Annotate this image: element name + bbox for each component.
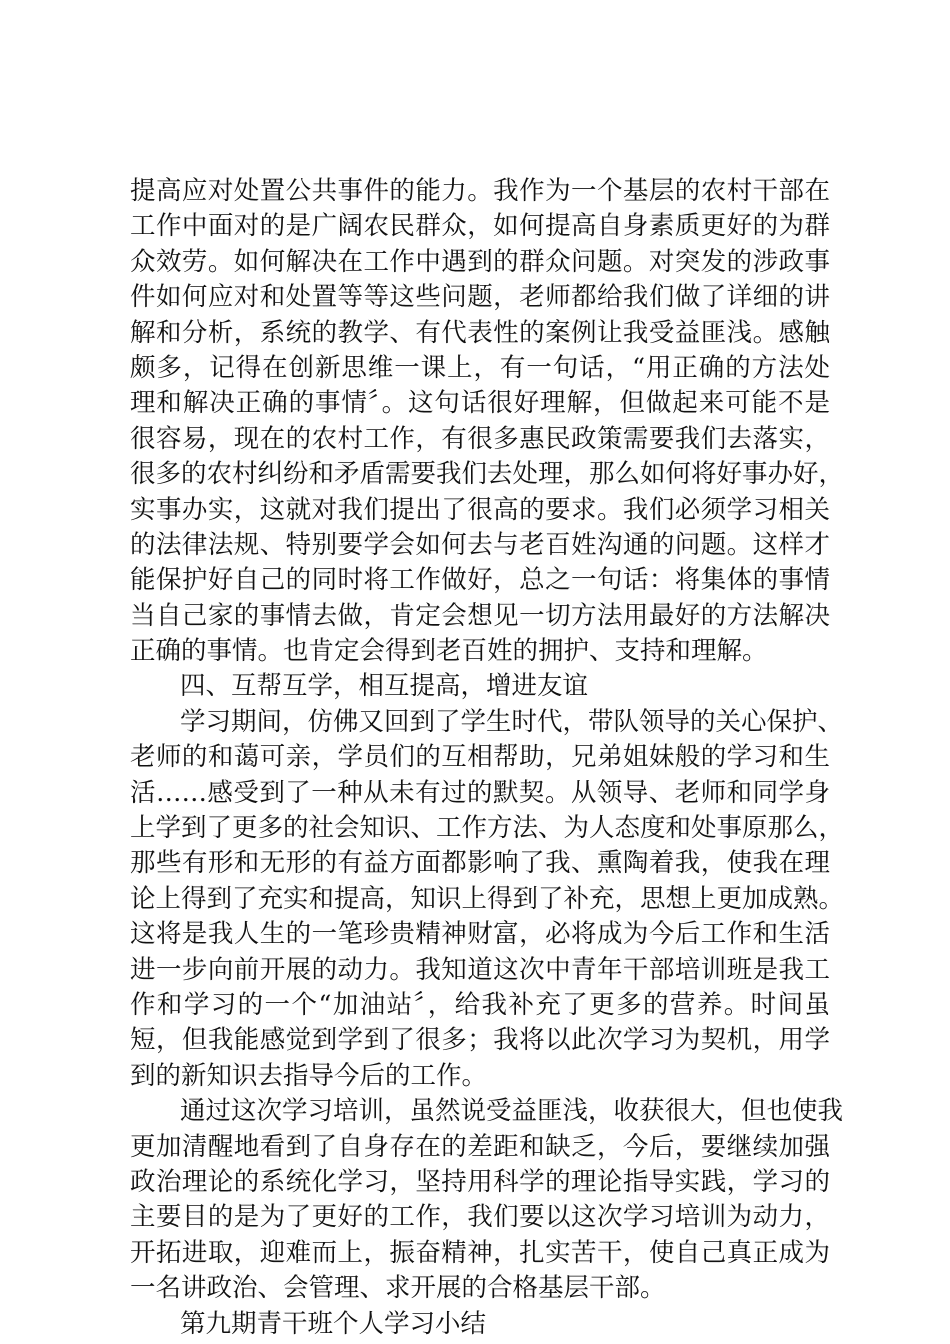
text-line: 工作中面对的是广阔农民群众，如何提高自身素质更好的为群 xyxy=(130,211,830,242)
text-line: 开拓进取，迎难而上，振奋精神，扎实苦干，使自己真正成为 xyxy=(130,1237,830,1268)
text-line: 四、互帮互学，相互提高，增进友谊 xyxy=(180,671,589,702)
text-line: 件如何应对和处置等等这些问题，老师都给我们做了详细的讲 xyxy=(130,282,830,313)
text-line: 很多的农村纠纷和矛盾需要我们去处理，那么如何将好事办好， xyxy=(130,459,845,490)
text-line: 解和分析，系统的教学、有代表性的案例让我受益匪浅。感触 xyxy=(130,317,830,348)
text-line: 老师的和蔼可亲，学员们的互相帮助，兄弟姐妹般的学习和生 xyxy=(130,742,830,773)
text-line: 论上得到了充实和提高，知识上得到了补充，思想上更加成熟。 xyxy=(130,883,845,914)
text-line: 短，但我能感觉到学到了很多；我将以此次学习为契机，用学 xyxy=(130,1025,830,1056)
text-line: 颇多，记得在创新思维一课上，有一句话，“用正确的方法处 xyxy=(130,352,830,383)
document-body xyxy=(130,174,845,1342)
text-line: 第九期青干班个人学习小结 xyxy=(180,1308,487,1339)
text-line: 的法律法规、特别要学会如何去与老百姓沟通的问题。这样才 xyxy=(130,529,830,560)
text-line: 到的新知识去指导今后的工作。 xyxy=(130,1060,488,1091)
text-line: 这将是我人生的一笔珍贵精神财富，必将成为今后工作和生活 xyxy=(130,919,830,950)
text-line: 活……感受到了一种从未有过的默契。从领导、老师和同学身 xyxy=(130,777,830,808)
text-line: 理和解决正确的事情〞。这句话很好理解，但做起来可能不是 xyxy=(130,388,830,419)
text-line: 上学到了更多的社会知识、工作方法、为人态度和处事原那么， xyxy=(130,813,845,844)
text-line: 实事办实，这就对我们提出了很高的要求。我们必须学习相关 xyxy=(130,494,830,525)
text-line: 学习期间，仿佛又回到了学生时代，带队领导的关心保护、 xyxy=(180,706,844,737)
text-line: 进一步向前开展的动力。我知道这次中青年干部培训班是我工 xyxy=(130,954,830,985)
text-line: 提高应对处置公共事件的能力。我作为一个基层的农村干部在 xyxy=(130,176,830,206)
text-line: 很容易，现在的农村工作，有很多惠民政策需要我们去落实， xyxy=(130,423,830,454)
text-line: 那些有形和无形的有益方面都影响了我、熏陶着我，使我在理 xyxy=(130,848,830,879)
text-line: 通过这次学习培训，虽然说受益匪浅，收获很大，但也使我 xyxy=(180,1096,844,1127)
text-line: 当自己家的事情去做，肯定会想见一切方法用最好的方法解决 xyxy=(130,600,830,631)
text-line: 众效劳。如何解决在工作中遇到的群众问题。对突发的涉政事 xyxy=(130,246,830,277)
text-line: 正确的事情。也肯定会得到老百姓的拥护、支持和理解。 xyxy=(130,636,768,667)
text-line: 一名讲政治、会管理、求开展的合格基层干部。 xyxy=(130,1273,666,1304)
text-line: 作和学习的一个“加油站〞，给我补充了更多的营养。时间虽 xyxy=(130,989,830,1020)
text-line: 更加清醒地看到了自身存在的差距和缺乏，今后，要继续加强 xyxy=(130,1131,830,1162)
text-line: 能保护好自己的同时将工作做好，总之一句话：将集体的事情 xyxy=(130,565,830,596)
text-line: 政治理论的系统化学习，坚持用科学的理论指导实践，学习的 xyxy=(130,1166,830,1197)
text-line: 主要目的是为了更好的工作，我们要以这次学习培训为动力， xyxy=(130,1202,830,1233)
